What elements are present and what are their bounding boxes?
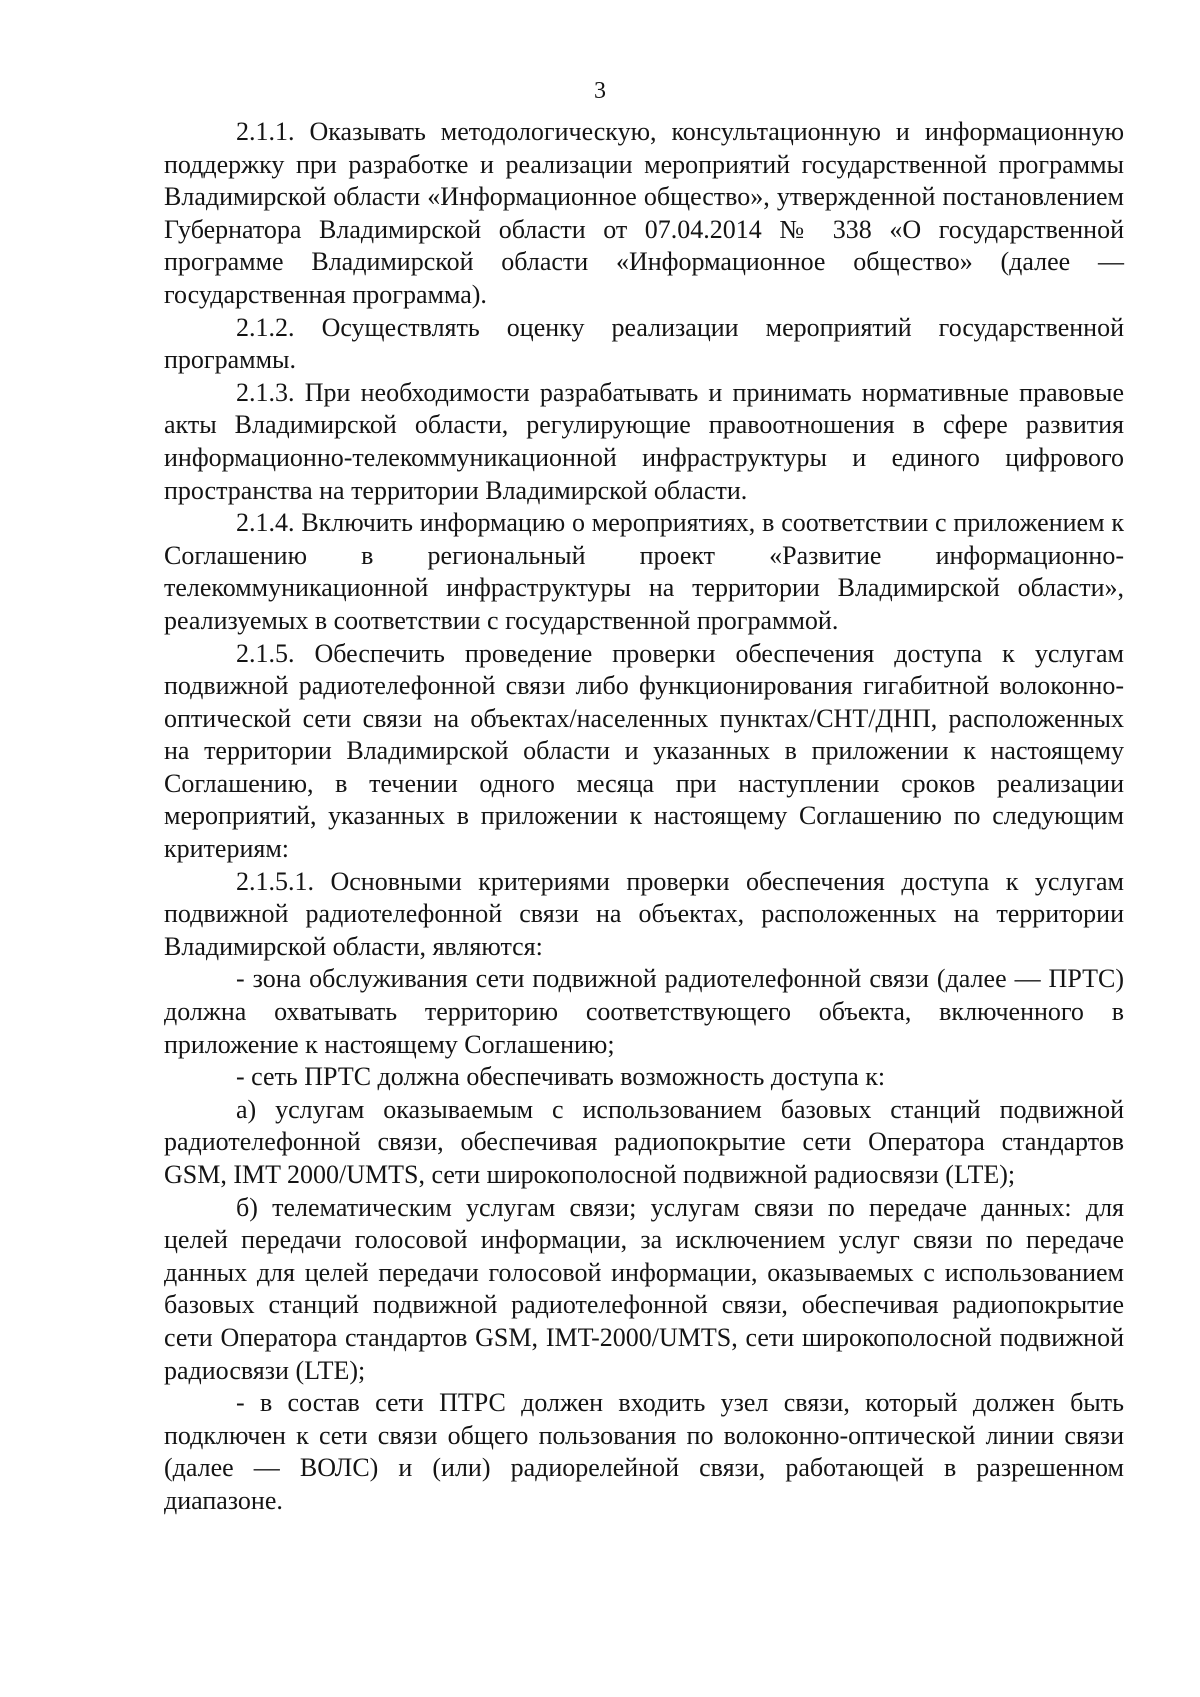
paragraph-2-1-1: 2.1.1. Оказывать методологическую, консультационную и информационную поддержку при разработке и реализации мероприятий государственной программы Владимирской области «Информационное общество», утвержденной постановлением Губернатора Владимирской области от 07.04.2014 № 338 «О государственной программе Владимирской области «Информационное общество» (далее — государственная программа). <box>164 117 1124 309</box>
paragraph-2-1-4: 2.1.4. Включить информацию о мероприятиях, в соответствии с приложением к Соглашению в региональный проект «Развитие информационно-телекоммуникационной инфраструктуры на территории Владимирской области», реализуемых в соответствии с государственной программой. <box>164 508 1124 635</box>
paragraph-node: - в состав сети ПТРС должен входить узел связи, который должен быть подключен к сети связи общего пользования по волоконно-оптической линии связи (далее — ВОЛС) и (или) радиорелейной связи, работающей в разрешенном диапазоне. <box>164 1388 1124 1515</box>
page-number: 3 <box>594 78 606 104</box>
paragraph-item-a: а) услугам оказываемым с использованием базовых станций подвижной радиотелефонной связи, обеспечивая радиопокрытие сети Оператора стандартов GSM, IMT 2000/UMTS, сети широкополосной подвижной радиосвязи (LTE); <box>164 1094 1124 1189</box>
paragraph-2-1-5-1: 2.1.5.1. Основными критериями проверки обеспечения доступа к услугам подвижной радиотелефонной связи на объектах, расположенных на территории Владимирской области, являются: <box>164 866 1124 961</box>
paragraph-access: - сеть ПРТС должна обеспечивать возможность доступа к: <box>236 1062 886 1092</box>
paragraph-2-1-2: 2.1.2. Осуществлять оценку реализации мероприятий государственной программы. <box>164 312 1124 375</box>
paragraph-2-1-5: 2.1.5. Обеспечить проведение проверки обеспечения доступа к услугам подвижной радиотелефонной связи либо функционирования гигабитной волоконно-оптической сети связи на объектах/населенных пунктах/СНТ/ДНП, расположенных на территории Владимирской области и указанных в приложении к настоящему Соглашению, в течении одного месяца при наступлении сроков реализации мероприятий, указанных в приложении к настоящему Соглашению по следующим критериям: <box>164 638 1124 864</box>
paragraph-service-zone: - зона обслуживания сети подвижной радиотелефонной связи (далее — ПРТС) должна охватывать территорию соответствующего объекта, включенного в приложение к настоящему Соглашению; <box>164 964 1124 1059</box>
paragraph-2-1-3: 2.1.3. При необходимости разрабатывать и принимать нормативные правовые акты Владимирской области, регулирующие правоотношения в сфере развития информационно-телекоммуникационной инфраструктуры и единого цифрового пространства на территории Владимирской области. <box>164 377 1124 505</box>
paragraph-item-b: б) телематическим услугам связи; услугам связи по передаче данных: для целей передачи голосовой информации, за исключением услуг связи по передаче данных для целей передачи голосовой информации, оказываемых с использованием базовых станций подвижной радиотелефонной связи, обеспечивая радиопокрытие сети Оператора стандартов GSM, IMT-2000/UMTS, сети широкополосной подвижной радиосвязи (LTE); <box>164 1192 1124 1385</box>
document-body <box>164 116 1124 1518</box>
